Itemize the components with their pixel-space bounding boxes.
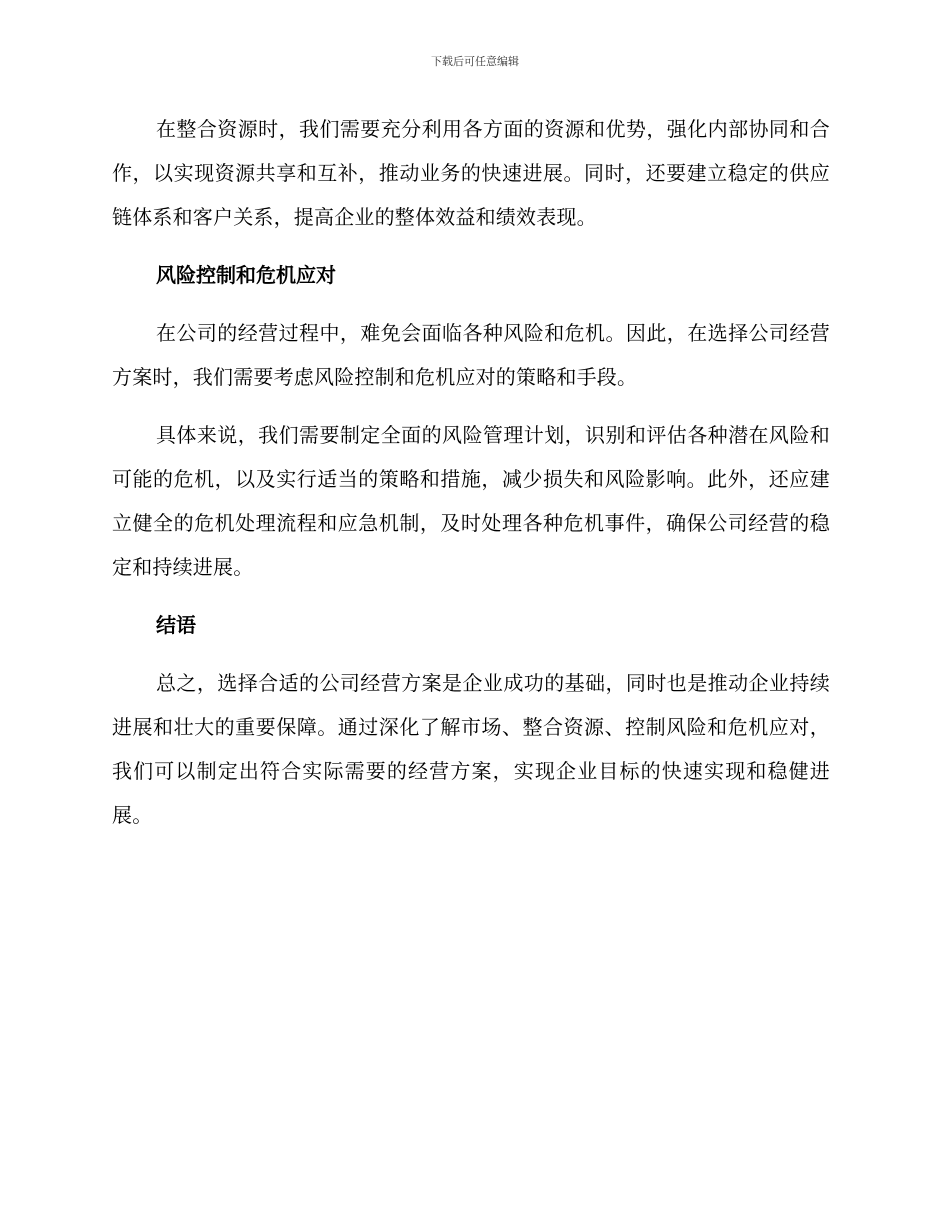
- heading-risk-control: 风险控制和危机应对: [156, 263, 336, 287]
- paragraph-resource-integration: 在整合资源时，我们需要充分利用各方面的资源和优势，强化内部协同和合作，以实现资源共享和互补，推动业务的快速进展。同时，还要建立稳定的供应链体系和客户关系，提高企业的整体效益和绩效表现。: [112, 117, 830, 229]
- paragraph-risk-details: 具体来说，我们需要制定全面的风险管理计划，识别和评估各种潜在风险和可能的危机，以及实行适当的策略和措施，减少损失和风险影响。此外，还应建立健全的危机处理流程和应急机制，及时处理各种危机事件，确保公司经营的稳定和持续进展。: [112, 423, 830, 579]
- document-body: [112, 107, 830, 851]
- heading-conclusion: 结语: [156, 613, 196, 637]
- paragraph-risk-intro: 在公司的经营过程中，难免会面临各种风险和危机。因此，在选择公司经营方案时，我们需要考虑风险控制和危机应对的策略和手段。: [112, 321, 830, 389]
- page-header: 下载后可任意编辑: [431, 55, 519, 68]
- paragraph-conclusion: 总之，选择合适的公司经营方案是企业成功的基础，同时也是推动企业持续进展和壮大的重要保障。通过深化了解市场、整合资源、控制风险和危机应对，我们可以制定出符合实际需要的经营方案，实现企业目标的快速实现和稳健进展。: [112, 671, 830, 827]
